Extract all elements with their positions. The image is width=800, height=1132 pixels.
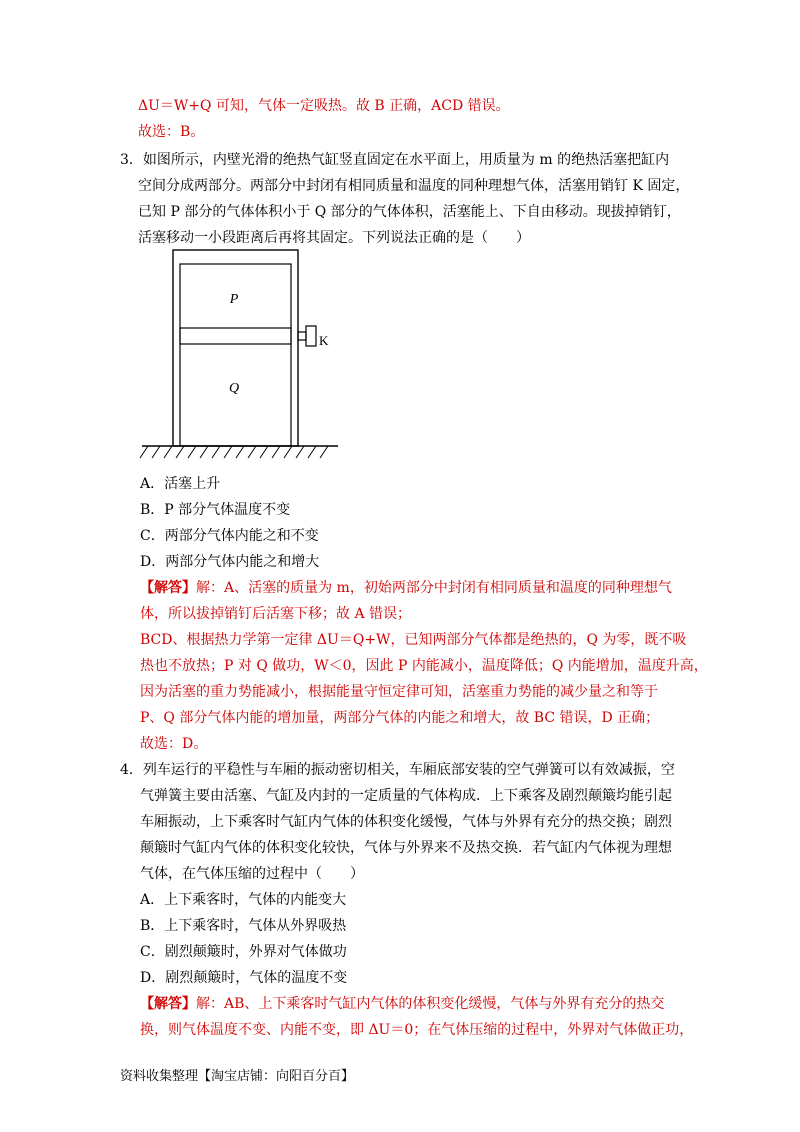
question-4-line-2: 气弹簧主要由活塞、气缸及内封的一定质量的气体构成．上下乘客及剧烈颠簸均能引起 xyxy=(140,788,672,804)
ground-hatching xyxy=(140,446,328,458)
option-4d: D．剧烈颠簸时，气体的温度不变 xyxy=(140,970,348,986)
page-footer: 资料收集整理【淘宝店铺：向阳百分百】 xyxy=(120,1069,355,1084)
option-4c: C．剧烈颠簸时，外界对气体做功 xyxy=(140,944,347,960)
answer-3-line-2: 体，所以拔掉销钉后活塞下移；故 A 错误； xyxy=(140,606,412,622)
pin-stem xyxy=(298,332,306,340)
option-a: A．活塞上升 xyxy=(140,476,221,492)
option-c: C．两部分气体内能之和不变 xyxy=(140,528,319,544)
question-3-line-1: 3．如图所示，内壁光滑的绝热气缸竖直固定在水平面上，用质量为 m 的绝热活塞把缸内 xyxy=(120,152,670,168)
piston xyxy=(180,328,291,344)
answer-3-line-5: 因为活塞的重力势能减小，根据能量守恒定律可知，活塞重力势能的减少量之和等于 xyxy=(140,684,658,700)
label-q: Q xyxy=(228,381,240,396)
question-4-line-3: 车厢振动，上下乘客时气缸内气体的体积变化缓慢，气体与外界有充分的热交换；剧烈 xyxy=(140,814,672,830)
answer-3-line-4: 热也不放热；P 对 Q 做功，W＜0，因此 P 内能减小，温度降低；Q 内能增加，温度升高， xyxy=(140,658,708,674)
answer-4-line-2: 换，则气体温度不变、内能不变，即 ΔU＝0；在气体压缩的过程中，外界对气体做正功， xyxy=(140,1022,694,1038)
question-3-line-4: 活塞移动一小段距离后再将其固定。下列说法正确的是（ ） xyxy=(138,230,530,246)
cylinder-outer-wall xyxy=(173,250,298,446)
question-4-line-5: 气体，在气体压缩的过程中（ ） xyxy=(140,866,364,882)
option-d: D．两部分气体内能之和增大 xyxy=(140,554,320,570)
question-4-line-4: 颠簸时气缸内气体的体积变化较快，气体与外界来不及热交换．若气缸内气体视为理想 xyxy=(140,840,672,856)
answer-3-line-7: 故选：D。 xyxy=(140,736,208,752)
label-k: K xyxy=(319,333,329,348)
label-p: P xyxy=(229,292,239,307)
answer-3-line-3: BCD、根据热力学第一定律 ΔU＝Q+W，已知两部分气体都是绝热的，Q 为零，既不吸 xyxy=(140,632,687,648)
option-b: B．P 部分气体温度不变 xyxy=(140,502,291,518)
answer-3-line-6: P、Q 部分气体内能的增加量，两部分气体的内能之和增大，故 BC 错误，D 正确； xyxy=(140,710,660,726)
line-1: ΔU＝W+Q 可知，气体一定吸热。故 B 正确，ACD 错误。 xyxy=(138,98,510,114)
answer-4-line-1: 【解答】解：AB、上下乘客时气缸内气体的体积变化缓慢，气体与外界有充分的热交 xyxy=(140,996,665,1012)
cylinder-figure xyxy=(138,248,338,468)
question-3-line-2: 空间分成两部分。两部分中封闭有相同质量和温度的同种理想气体，活塞用销钉 K 固定， xyxy=(138,178,690,194)
option-4a: A．上下乘客时，气体的内能变大 xyxy=(140,892,347,908)
option-4b: B．上下乘客时，气体从外界吸热 xyxy=(140,918,347,934)
answer-3-line-1: 【解答】解：A、活塞的质量为 m，初始两部分中封闭有相同质量和温度的同种理想气 xyxy=(140,580,672,596)
question-3-line-3: 已知 P 部分的气体体积小于 Q 部分的气体体积，活塞能上、下自由移动。现拔掉销钉， xyxy=(138,204,681,220)
line-2: 故选：B。 xyxy=(138,124,205,140)
question-4-line-1: 4．列车运行的平稳性与车厢的振动密切相关，车厢底部安装的空气弹簧可以有效减振，空 xyxy=(120,762,675,778)
pin-head xyxy=(306,326,316,346)
